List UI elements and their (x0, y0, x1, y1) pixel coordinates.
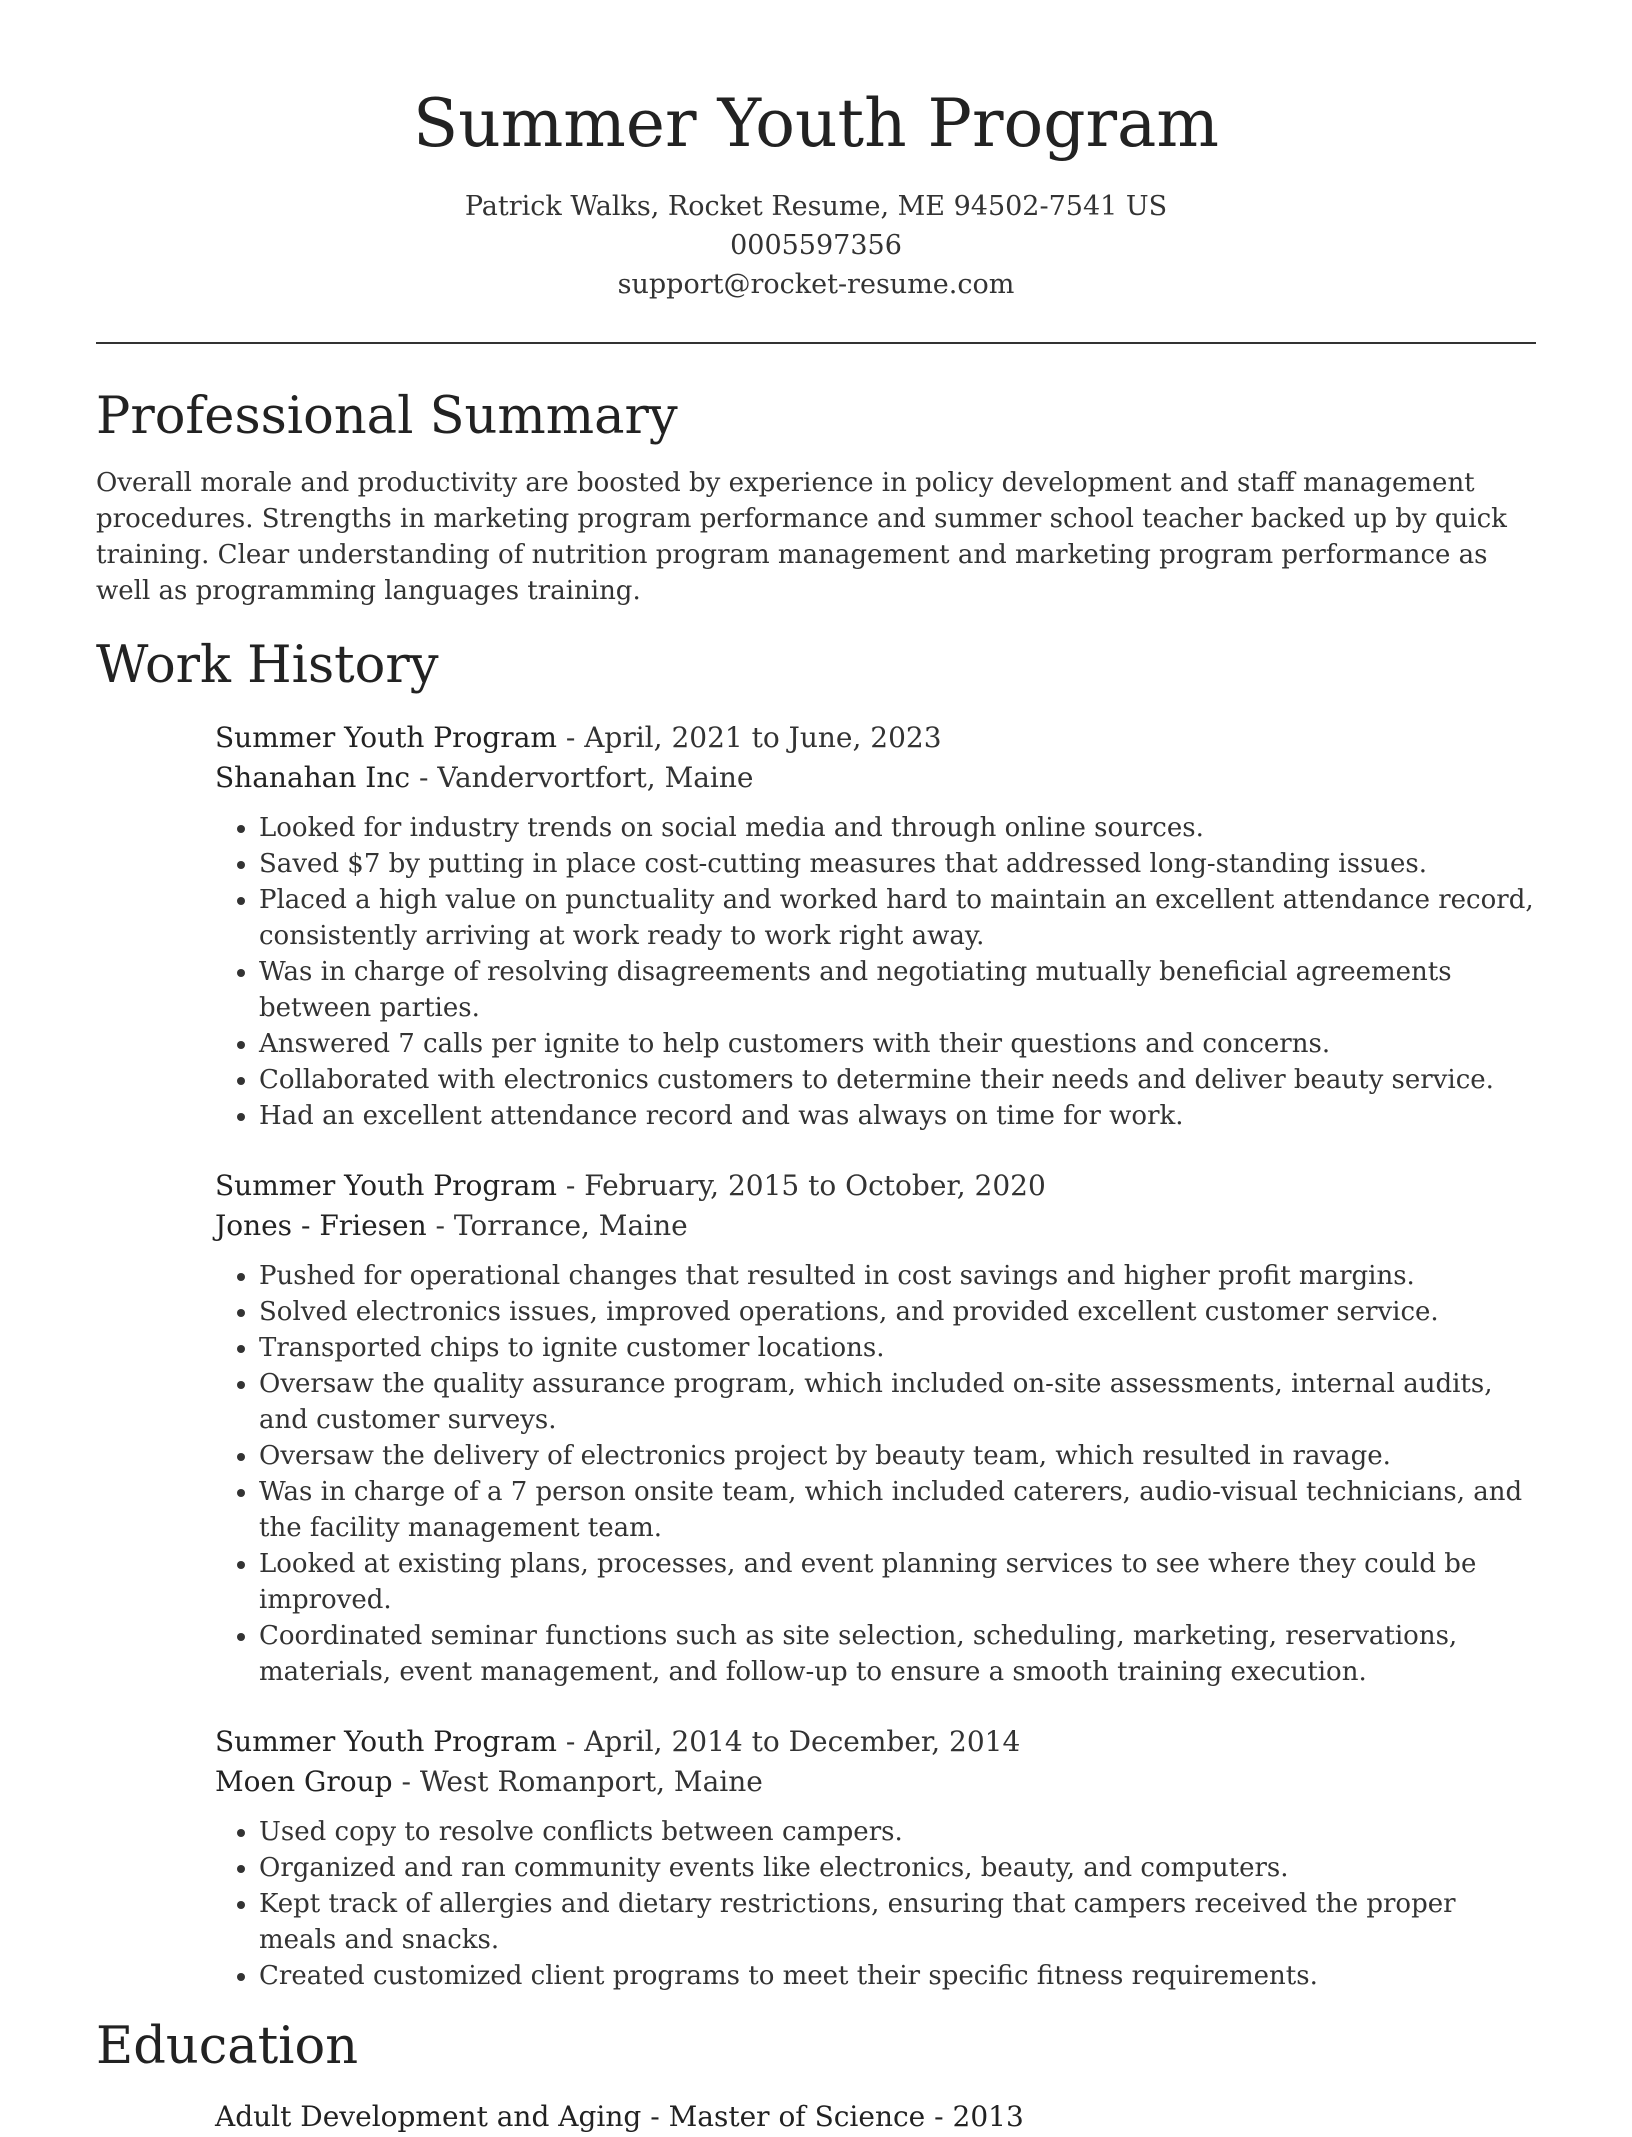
job-location: - West Romanport, Maine (392, 1764, 763, 1798)
job-location: - Torrance, Maine (426, 1208, 688, 1242)
work-history-list (215, 718, 1536, 1994)
bullet-item: • Kept track of allergies and dietary restrictions, ensuring that campers received the proper meals and snacks. (259, 1886, 1536, 1958)
bullet-item: • Pushed for operational changes that resulted in cost savings and higher profit margins. (259, 1258, 1536, 1294)
section-title-summary: Professional Summary (96, 386, 678, 446)
job-bullets (215, 1814, 1536, 1994)
education-entry: Adult Development and Aging - Master of Science - 2013 (215, 2100, 1024, 2134)
contact-address: Patrick Walks, Rocket Resume, ME 94502-7541 US (464, 190, 1168, 222)
bullet-item: • Oversaw the delivery of electronics project by beauty team, which resulted in ravage. (259, 1438, 1536, 1474)
resume-name: Summer Youth Program (413, 85, 1219, 162)
bullet-item: • Created customized client programs to meet their specific fitness requirements. (259, 1958, 1536, 1994)
job-title-line (215, 718, 1536, 758)
contact-email: support@rocket-resume.com (617, 268, 1015, 300)
job-company-line (215, 758, 1536, 798)
job-dates: - April, 2014 to December, 2014 (556, 1724, 1021, 1758)
job-entry (215, 1166, 1536, 1690)
job-entry (215, 718, 1536, 1134)
bullet-item: • Organized and ran community events like electronics, beauty, and computers. (259, 1850, 1536, 1886)
bullet-item: • Used copy to resolve conflicts between campers. (259, 1814, 1536, 1850)
header-divider (96, 342, 1536, 344)
job-company: Moen Group (215, 1764, 393, 1798)
bullet-item: • Transported chips to ignite customer locations. (259, 1330, 1536, 1366)
job-company: Shanahan Inc (215, 760, 411, 794)
bullet-item: • Collaborated with electronics customers to determine their needs and deliver beauty service. (259, 1062, 1536, 1098)
job-role: Summer Youth Program (215, 1168, 557, 1202)
bullet-item: • Saved $7 by putting in place cost-cutting measures that addressed long-standing issues. (259, 846, 1536, 882)
job-dates: - April, 2021 to June, 2023 (556, 720, 942, 754)
job-role: Summer Youth Program (215, 1724, 557, 1758)
bullet-item: • Looked for industry trends on social media and through online sources. (259, 810, 1536, 846)
job-company: Jones - Friesen (215, 1208, 427, 1242)
bullet-item: • Answered 7 calls per ignite to help customers with their questions and concerns. (259, 1026, 1536, 1062)
job-bullets (215, 810, 1536, 1134)
contact-phone: 0005597356 (730, 229, 902, 261)
bullet-item: • Was in charge of resolving disagreements and negotiating mutually beneficial agreements between parties. (259, 954, 1536, 1026)
bullet-item: • Placed a high value on punctuality and worked hard to maintain an excellent attendance record, consistently arriving at work ready to work right away. (259, 882, 1536, 954)
bullet-item: • Oversaw the quality assurance program, which included on-site assessments, internal audits, and customer surveys. (259, 1366, 1536, 1438)
job-entry (215, 1722, 1536, 1994)
job-title-line (215, 1166, 1536, 1206)
job-company-line (215, 1762, 1536, 1802)
job-title-line (215, 1722, 1536, 1762)
section-title-education: Education (96, 2016, 359, 2076)
section-title-work-history: Work History (96, 635, 439, 695)
job-location: - Vandervortfort, Maine (410, 760, 754, 794)
job-company-line (215, 1206, 1536, 1246)
resume-header (96, 0, 1536, 304)
bullet-item: • Was in charge of a 7 person onsite team, which included caterers, audio-visual technicians, and the facility management team. (259, 1474, 1536, 1546)
bullet-item: • Looked at existing plans, processes, and event planning services to see where they could be improved. (259, 1546, 1536, 1618)
bullet-item: • Had an excellent attendance record and was always on time for work. (259, 1098, 1536, 1134)
bullet-item: • Coordinated seminar functions such as site selection, scheduling, marketing, reservations, materials, event management, and follow-up to ensure a smooth training execution. (259, 1618, 1536, 1690)
education-list (215, 2097, 1536, 2137)
job-dates: - February, 2015 to October, 2020 (556, 1168, 1046, 1202)
bullet-item: • Solved electronics issues, improved operations, and provided excellent customer service. (259, 1294, 1536, 1330)
job-bullets (215, 1258, 1536, 1690)
summary-text: Overall morale and productivity are boosted by experience in policy development and staff management procedures. Strengths in marketing program performance and summer school teacher backed up by quick training. Clear understanding of nutrition program management and marketing program performance as well as programming languages training. (96, 467, 1507, 606)
job-role: Summer Youth Program (215, 720, 557, 754)
